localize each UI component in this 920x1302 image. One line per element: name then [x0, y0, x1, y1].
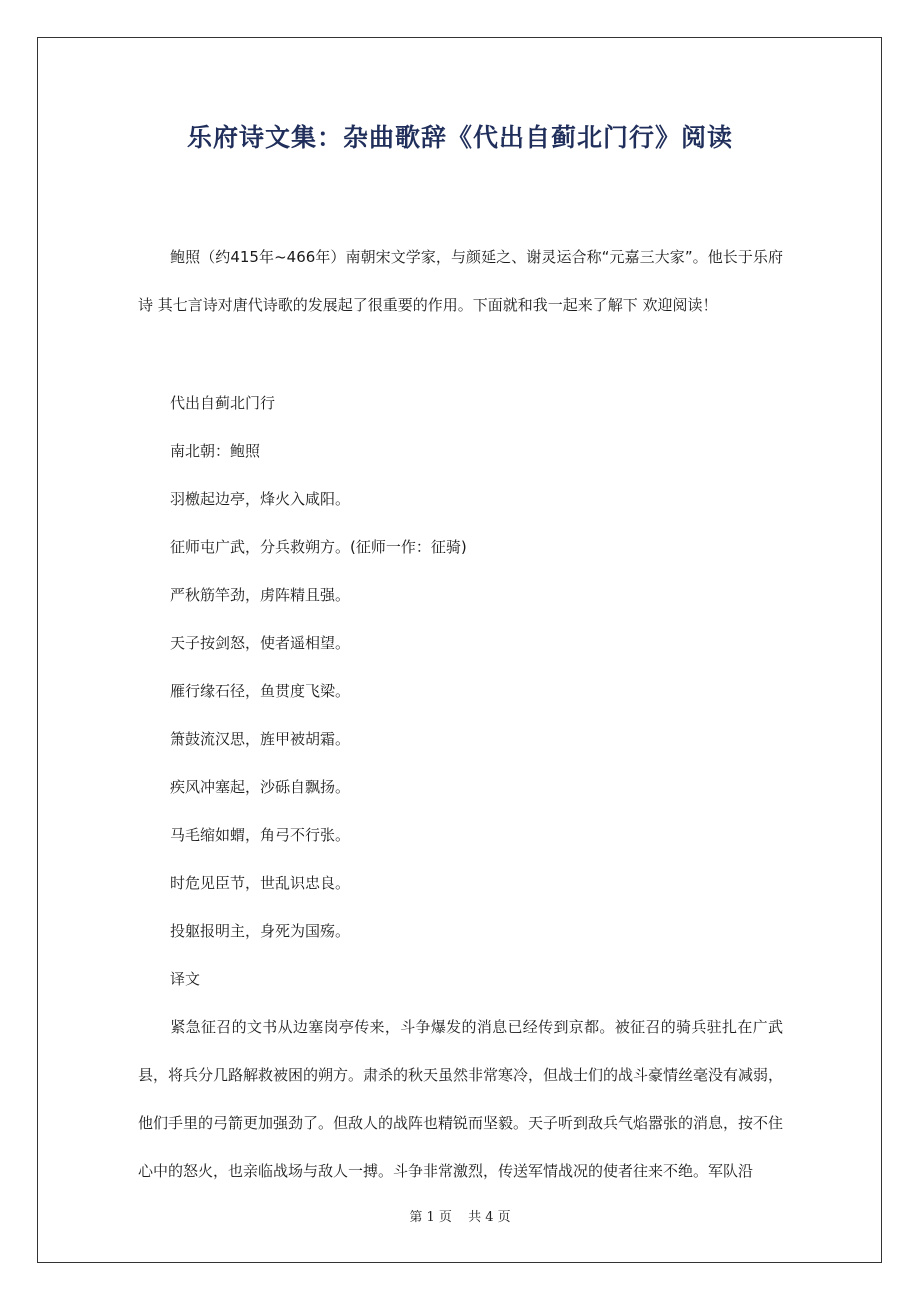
page-footer — [0, 1206, 920, 1225]
intro-paragraph — [138, 233, 783, 329]
poem-line: 投躯报明主，身死为国殇。 — [170, 922, 351, 940]
poem-line: 天子按剑怒，使者遥相望。 — [170, 634, 351, 652]
poem-line: 征师屯广武，分兵救朔方。(征师一作：征骑) — [170, 538, 467, 556]
poem-line: 羽檄起边亭，烽火入咸阳。 — [170, 490, 351, 508]
poem-title: 代出自蓟北门行 — [170, 394, 276, 412]
page-number: 第 1 页 — [409, 1210, 452, 1225]
intro-text: 鲍照（约415年~466年）南朝宋文学家，与颜延之、谢灵运合称“元嘉三大家”。他长于乐府诗 其七言诗对唐代诗歌的发展起了很重要的作用。下面就和我一起来了解下 欢迎阅读！ — [138, 248, 783, 314]
document-title: 乐府诗文集：杂曲歌辞《代出自蓟北门行》阅读 — [186, 123, 733, 152]
poem-line: 疾风冲塞起，沙砾自飘扬。 — [170, 778, 351, 796]
poem-author: 南北朝：鲍照 — [170, 442, 261, 460]
poem-line: 箫鼓流汉思，旌甲被胡霜。 — [170, 730, 351, 748]
poem-line: 时危见臣节，世乱识忠良。 — [170, 874, 351, 892]
poem-line: 雁行缘石径，鱼贯度飞梁。 — [170, 682, 351, 700]
translation-heading: 译文 — [170, 970, 201, 988]
translation-text: 紧急征召的文书从边塞岗亭传来，斗争爆发的消息已经传到京都。被征召的骑兵驻扎在广武县，将兵分几路解救被困的朔方。肃杀的秋天虽然非常寒冷，但战士们的战斗豪情丝毫没有减弱，他们手里的弓箭更加强劲了。但敌人的战阵也精锐而坚毅。天子听到敌兵气焰嚣张的消息，按不住心中的怒火，也亲临战场与敌人一搏。斗争非常激烈，传送军情战况的使者往来不绝。军队沿 — [138, 1018, 784, 1180]
translation-paragraph — [138, 1003, 783, 1195]
poem-line: 马毛缩如蝟，角弓不行张。 — [170, 826, 351, 844]
page-total: 共 4 页 — [468, 1210, 511, 1225]
poem-line: 严秋筋竿劲，虏阵精且强。 — [170, 586, 351, 604]
